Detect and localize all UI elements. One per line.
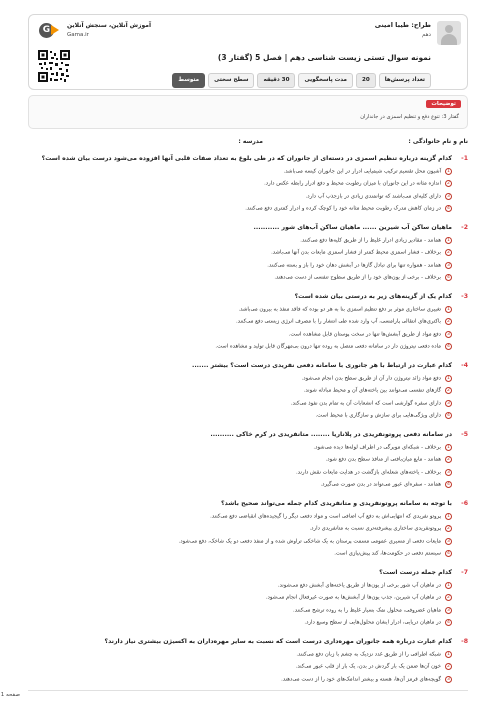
question-text: در سامانه دفعی پروتونفریدی در پلاناریا ........ متانفریدی در کرم خاکی .......... <box>210 431 452 438</box>
answer-option[interactable] <box>274 274 452 281</box>
option-text: مایعات دفعی از مسیری عمومی مسمت پرستان به یک شاخکی تراوش شده و از منفذ دفعی دو یک شاخک، دفع می‌شود. <box>178 538 441 545</box>
option-number-badge: 1 <box>445 444 452 451</box>
option-text: دفع مواد از طریق آبشش‌ها تنها در سخت پوستان قابل مشاهده است. <box>288 331 441 338</box>
option-number-badge: 3 <box>445 676 452 683</box>
difficulty-label: سطح سختی <box>208 73 254 88</box>
option-number-badge: 2 <box>445 318 452 325</box>
answer-option[interactable] <box>210 513 452 520</box>
logo-arrow-icon <box>51 25 59 35</box>
description-text: گفتار 3: تنوع دفع و تنظیم اسمزی در جانداران <box>360 114 459 120</box>
option-text: گازهای تنفسی می‌توانند بین یاخته‌های آن و محیط مبادله شوند. <box>303 387 441 394</box>
option-number-badge: 4 <box>445 481 452 488</box>
question-text: کدام جمله درست است؟ <box>379 569 452 576</box>
answer-option[interactable] <box>304 387 452 394</box>
answer-option[interactable] <box>326 456 452 463</box>
answer-option[interactable] <box>238 306 452 313</box>
meta-bar <box>172 73 431 88</box>
answer-option[interactable] <box>334 550 452 557</box>
answer-option[interactable] <box>313 444 452 451</box>
option-text: در ماهیان آب شیرین، جذب یون‌ها از آبشش‌ها به صورت غیرفعال انجام می‌شود. <box>265 594 441 601</box>
grade-label: دهم <box>421 32 431 38</box>
answer-option[interactable] <box>271 249 452 256</box>
student-info-row <box>28 138 468 148</box>
answer-option[interactable] <box>302 375 452 382</box>
answer-option[interactable] <box>266 594 452 601</box>
answer-option[interactable] <box>291 400 452 407</box>
answer-option[interactable] <box>267 262 452 269</box>
option-number-badge: 2 <box>445 387 452 394</box>
description-box <box>28 95 468 129</box>
question-text: کدام عبارت در ارتباط با هر جانوری با سامانه دفعی نفریدی درست است؟ بیشتر ....... <box>191 362 452 369</box>
option-number-badge: 2 <box>445 594 452 601</box>
option-text: همانند - همواره تنها برای تبادل گازها در آبشش دهان خود را باز و بسته می‌کنند. <box>267 262 441 269</box>
question-number: -8 <box>461 638 468 645</box>
description-tag: توضیحات <box>426 100 461 108</box>
question-number: -6 <box>461 500 468 507</box>
answer-option[interactable] <box>310 525 453 532</box>
question-text: ماهیان ساکن آب شیرین ...... ماهیان ساکن آب‌های شور ........... <box>253 224 452 231</box>
avatar-body-shape <box>441 34 457 45</box>
option-text: برخلاف - شبکه‌ای مویرگی در اطراف لوله‌ها دیده می‌شود. <box>313 444 441 451</box>
option-number-badge: 3 <box>445 607 452 614</box>
option-number-badge: 2 <box>445 249 452 256</box>
answer-option[interactable] <box>281 676 452 683</box>
answer-option[interactable] <box>296 663 452 670</box>
answer-option[interactable] <box>284 168 452 175</box>
difficulty-value: متوسط <box>172 73 205 88</box>
option-number-badge: 4 <box>445 550 452 557</box>
option-text: پروتونفریدی ساختاری پیشرفته‌تری نسبت به متانفریدی دارد. <box>309 525 441 532</box>
option-text: برخلاف - فشار اسمزی محیط کمتر از فشار اسمزی مایعات بدن آنها می‌باشد. <box>271 249 441 256</box>
option-number-badge: 4 <box>445 205 452 212</box>
question-number: -2 <box>461 224 468 231</box>
option-text: ماهیان غضروفی، محلول نمک بسیار غلیظ را به روده ترشح می‌کنند. <box>293 607 441 614</box>
question-text: کدام عبارت درباره همه جانوران مهره‌داری درست است که نسبت به سایر مهره‌داران به اکسیژن بیشتری نیاز دارند؟ <box>104 638 452 645</box>
option-text: دفع مواد زائد نیتروژن دار آن از طریق سطح بدن انجام می‌شود. <box>301 375 441 382</box>
option-text: همانند - مقادیر زیادی ادرار غلیظ را از طریق کلیه‌ها دفع می‌کنند. <box>300 237 441 244</box>
option-text: همانند - مایع میان‌بافتی از منافذ سطح بدن دفع شود. <box>325 456 441 463</box>
option-number-badge: 2 <box>445 456 452 463</box>
option-text: تغییری ساختاری موثر بر دفع تنظیم اسمزی بنا به هر دو بوده که فاقد منفذ به بیرون می‌باشد. <box>238 306 441 313</box>
answer-option[interactable] <box>304 619 452 626</box>
option-number-badge: 1 <box>445 651 452 658</box>
option-number-badge: 1 <box>445 375 452 382</box>
brand-url: Gama.ir <box>67 32 89 38</box>
student-name-label: نام و نام خانوادگی : <box>408 138 468 145</box>
option-number-badge: 4 <box>445 274 452 281</box>
designer-label: طراح: طیبا امینی <box>374 21 431 29</box>
question-text: با توجه به سامانه پروتونفریدی و متانفریدی کدام جمله می‌تواند صحیح باشد؟ <box>221 500 452 507</box>
option-text: در ماهیان دریایی، ادرار ایشان محلول‌هایی از سطح وسیع دارد. <box>304 619 441 626</box>
option-text: گویچه‌های قرمز آن‌ها، هسته و بیشتر اندامک‌های خود را از دست می‌دهند. <box>281 676 441 683</box>
answer-option[interactable] <box>264 180 452 187</box>
gama-logo <box>37 21 65 41</box>
footer-divider <box>28 690 468 691</box>
answer-option[interactable] <box>215 343 452 350</box>
option-number-badge: 3 <box>445 538 452 545</box>
option-number-badge: 3 <box>445 400 452 407</box>
answer-option[interactable] <box>245 205 452 212</box>
option-number-badge: 1 <box>445 513 452 520</box>
option-number-badge: 2 <box>445 180 452 187</box>
option-text: دارای ویژگی‌هایی برای سازش و سازگاری با محیط است. <box>315 412 441 419</box>
qr-code-icon[interactable] <box>37 49 71 83</box>
question-number: -4 <box>461 362 468 369</box>
logo-letter: G <box>39 23 54 38</box>
avatar-head-shape <box>445 25 453 33</box>
option-number-badge: 1 <box>445 582 452 589</box>
option-number-badge: 3 <box>445 469 452 476</box>
school-label: مدرسه : <box>238 138 263 145</box>
option-number-badge: 1 <box>445 168 452 175</box>
avatar <box>437 21 461 45</box>
option-number-badge: 3 <box>445 262 452 269</box>
option-number-badge: 2 <box>445 663 452 670</box>
option-number-badge: 3 <box>445 193 452 200</box>
option-text: پروتو نفریدی که انتهایی‌اش به دفع آب اضافی است و مواد دفعی دیگر را گیجیده‌های انقباضی دفع می‌کنند. <box>210 513 441 520</box>
page-title: نمونه سوال تستی زیست شناسی دهم | فصل 5 (گفتار 3) <box>217 53 431 62</box>
option-text: خون آن‌ها ضمن یک بار گردش در بدن، یک بار از قلب عبور می‌کند. <box>295 663 441 670</box>
duration-value: 30 دقیقه <box>257 73 295 88</box>
page-number: صفحه 1 <box>0 692 20 698</box>
option-number-badge: 1 <box>445 237 452 244</box>
question-number: -7 <box>461 569 468 576</box>
question-count-label: تعداد پرسش‌ها <box>379 73 431 88</box>
question-count-value: 20 <box>356 73 376 88</box>
option-text: در زمان کاهش مدرک رطوبت محیط مثانه خود را کوچک کرده و ادرار کمتری دفع می‌کنند. <box>245 205 441 212</box>
question-number: -3 <box>461 293 468 300</box>
answer-option[interactable] <box>296 469 452 476</box>
option-text: همانند - سفره‌ای عبور می‌تواند در بدن صورت می‌گیرد. <box>320 481 441 488</box>
option-text: اندازه مثانه در این جانوران با میزان رطوبت محیط و دفع ادرار رابطه عکس دارد. <box>264 180 441 187</box>
option-text: در ماهیان آب شور برخی از یون‌ها از طریق یاخته‌های آبشش دفع می‌شوند. <box>277 582 441 589</box>
option-text: دارای کلیه‌ای می‌باشند که توانمندی زیادی در بازجذب آب دارد. <box>305 193 441 200</box>
answer-option[interactable] <box>315 412 452 419</box>
option-number-badge: 4 <box>445 412 452 419</box>
option-text: ماده دفعی نیتروژن دار در سامانه دفعی متصل به روده تنها درون بی‌مهرگان قابل تولید و مشاهده است. <box>215 343 441 350</box>
answer-option[interactable] <box>179 538 452 545</box>
duration-label: مدت پاسخگویی <box>298 73 353 88</box>
answer-option[interactable] <box>278 582 452 589</box>
question-text: کدام یک از گزینه‌های زیر به درستی بیان شده است؟ <box>294 293 452 300</box>
question-number: -1 <box>461 155 468 162</box>
answer-option[interactable] <box>306 193 452 200</box>
answer-option[interactable] <box>293 607 452 614</box>
option-text: سیستم دفعی در حکومت‌ها، کند پیش‌نیازی است. <box>334 550 441 557</box>
answer-option[interactable] <box>296 651 452 658</box>
question-text: کدام گزینه درباره تنظیم اسمزی در دسته‌ای از جانوران که در طی بلوغ به تعداد صفات قلبی آنها افزوده می‌شود درست بیان شده است؟ <box>41 155 452 162</box>
option-text: باکتری‌های انتقالی پارامسی، آب وارد شده طی انتشار را با مصرف انرژی زیستی دفع می‌کنند. <box>236 318 441 325</box>
option-number-badge: 1 <box>445 306 452 313</box>
header-card <box>28 14 468 90</box>
option-number-badge: 3 <box>445 331 452 338</box>
answer-option[interactable] <box>289 331 452 338</box>
option-text: دارای سفره گوارشی است که انشعابات آن به تمام بدن نفوذ می‌کند. <box>290 400 441 407</box>
option-number-badge: 4 <box>445 619 452 626</box>
option-number-badge: 4 <box>445 343 452 350</box>
option-number-badge: 2 <box>445 525 452 532</box>
answer-option[interactable] <box>236 318 452 325</box>
brand-name: آموزش آنلاین، سنجش آنلاین <box>67 22 152 29</box>
option-text: شبکه اطرافی را از طریق غدد نزدیک به چشم با زبان دفع می‌کنند. <box>296 651 441 658</box>
answer-option[interactable] <box>320 481 452 488</box>
answer-option[interactable] <box>300 237 452 244</box>
question-number: -5 <box>461 431 468 438</box>
option-text: برخلاف - یاخته‌های شعله‌ای بازگشت در هدایت مایعات نقش دارند. <box>296 469 441 476</box>
option-text: آشیون محل تقسیم ترکیب شیمیایی ادرار در این جانوران کیسه می‌باشد. <box>283 168 441 175</box>
option-text: برخلاف - برخی از یون‌های خود را از طریق سطوح تنفسی از دست می‌دهند. <box>274 274 441 281</box>
